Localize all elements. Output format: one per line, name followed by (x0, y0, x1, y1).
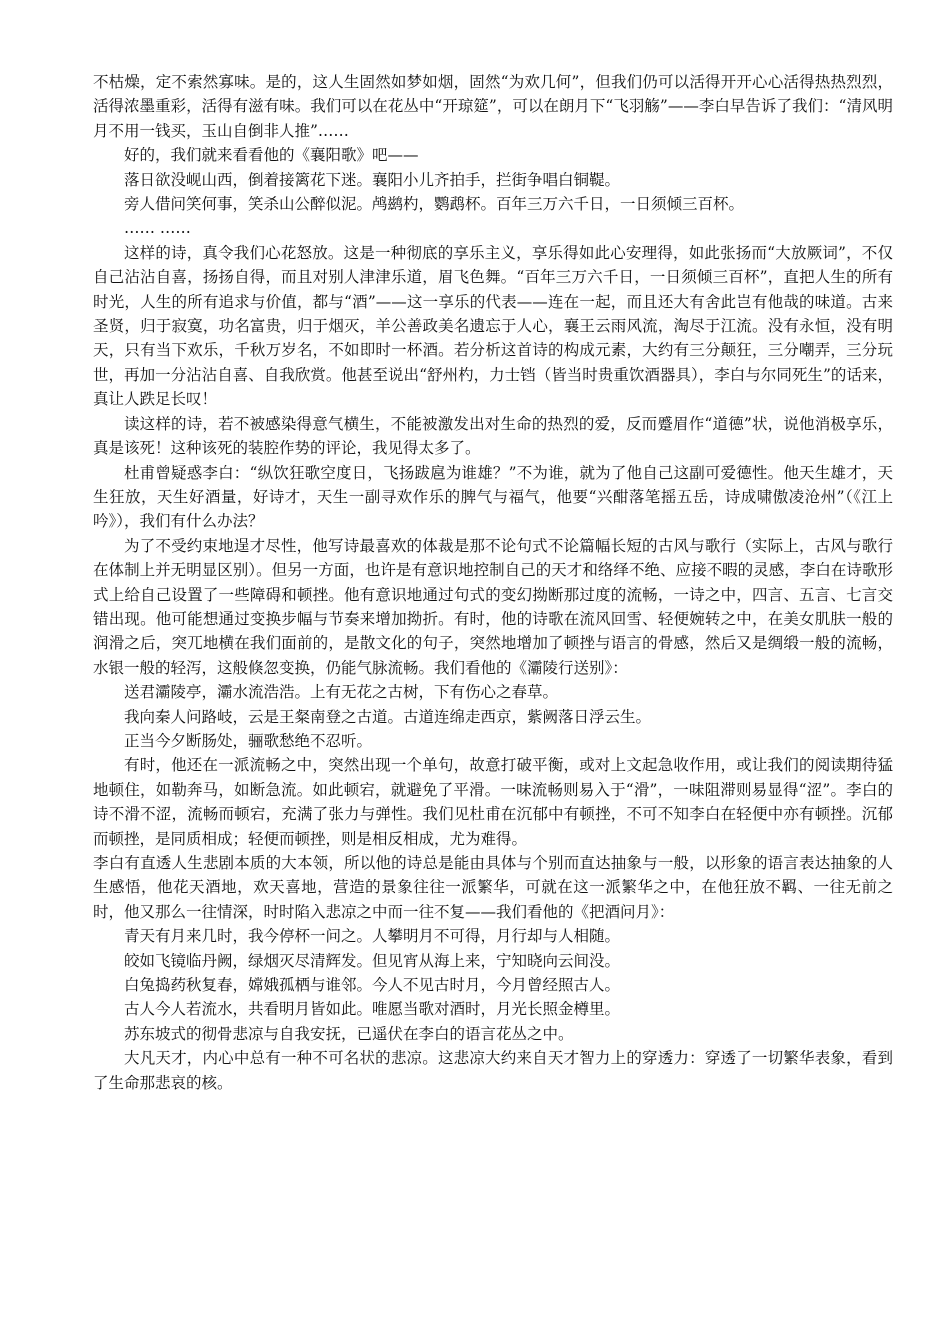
poem-line: 落日欲没岘山西，倒着接篱花下迷。襄阳小儿齐拍手，拦街争唱白铜鞮。 (124, 170, 621, 189)
poem-ellipsis: …… …… (124, 219, 191, 238)
poem-line: 青天有月来几时，我今停杯一问之。人攀明月不可得，月行却与人相随。 (124, 927, 621, 946)
poem-line: 白兔捣药秋复春，嫦娥孤栖与谁邻。今人不见古时月，今月曾经照古人。 (124, 976, 621, 995)
paragraph-genius: 大凡天才，内心中总有一种不可名状的悲凉。这悲凉大约来自天才智力上的穿透力：穿透了一切繁华表象，看到了生命那悲哀的核。 (93, 1049, 893, 1092)
poem-line: 送君灞陵亭，灞水流浩浩。上有无花之古树，下有伤心之春草。 (124, 683, 559, 702)
paragraph-rhythm: 有时，他还在一派流畅之中，突然出现一个单句，故意打破平衡，或对上文起急收作用，或让我们的阅读期待猛地顿住，如勒奔马，如断急流。如此顿宕，就避免了平滑。一味流畅则易入于“滑”，一味阻滞则易显得“涩”。李白的诗不滑不涩，流畅而顿宕，充满了张力与弹性。我们见杜甫在沉郁中有顿挫，不可不知李白在轻便中亦有顿挫。沉郁而顿挫，是同质相成；轻便而顿挫，则是相反相成，尤为难得。 (93, 756, 893, 848)
paragraph-form: 为了不受约束地逞才尽性，他写诗最喜欢的体裁是那不论句式不论篇幅长短的古风与歌行（实际上，古风与歌行在体制上并无明显区别）。但另一方面，也许是有意识地控制自己的天才和络绎不绝、应接不暇的灵感，李白在诗歌形式上给自己设置了一些障碍和顿挫。他有意识地通过句式的变幻拗断那过度的流畅，一诗之中，四言、五言、七言交错出现。他可能想通过变换步幅与节奏来增加拗折。有时，他的诗歌在流风回雪、轻便婉转之中，在美女肌肤一般的润滑之后，突兀地横在我们面前的，是散文化的句子，突然地增加了顿挫与语言的骨感，然后又是绸缎一般的流畅，水银一般的轻泻，这般倏忽变换，仍能气脉流畅。我们看他的《灞陵行送别》： (93, 536, 893, 677)
paragraph-xiangyang-intro: 好的，我们就来看看他的《襄阳歌》吧—— (124, 146, 419, 165)
paragraph-sushi: 苏东坡式的彻骨悲凉与自我安抚，已遥伏在李白的语言花丛之中。 (124, 1024, 574, 1043)
paragraph-commentary: 读这样的诗，若不被感染得意气横生，不能被激发出对生命的热烈的爱，反而蹙眉作“道德”状，说他消极享乐，真是该死！这种该死的装腔作势的评论，我见得太多了。 (93, 414, 893, 458)
document-page (93, 70, 893, 1095)
paragraph-tragedy: 李白有直透人生悲剧本质的大本领，所以他的诗总是能由具体与个别而直达抽象与一般，以形象的语言表达抽象的人生感悟，他花天酒地，欢天喜地，营造的景象往往一派繁华，可就在这一派繁华之中，在他狂放不羁、一往无前之时，他又那么一往情深，时时陷入悲凉之中而一往不复——我们看他的《把酒问月》： (93, 854, 893, 921)
paragraph-intro-continuation: 不枯燥，定不索然寡味。是的，这人生固然如梦如烟，固然“为欢几何”，但我们仍可以活得开开心心活得热热烈烈，活得浓墨重彩，活得有滋有味。我们可以在花丛中“开琼筵”，可以在朗月下“飞羽觞”——李白早告诉了我们：“清风明月不用一钱买，玉山自倒非人推”…… (93, 73, 893, 140)
poem-line: 古人今人若流水，共看明月皆如此。唯愿当歌对酒时，月光长照金樽里。 (124, 1000, 621, 1019)
poem-line: 皎如飞镜临丹阙，绿烟灭尽清辉发。但见宵从海上来，宁知晓向云间没。 (124, 951, 621, 970)
poem-line: 旁人借问笑何事，笑杀山公醉似泥。鸬鹚杓，鹦鹉杯。百年三万六千日，一日须倾三百杯。 (124, 195, 745, 214)
paragraph-analysis: 这样的诗，真令我们心花怒放。这是一种彻底的享乐主义，享乐得如此心安理得，如此张扬而“大放厥词”，不仅自己沾沾自喜，扬扬自得，而且对别人津津乐道，眉飞色舞。“百年三万六千日，一日须倾三百杯”，直把人生的所有时光，人生的所有追求与价值，都与“酒”——这一享乐的代表——连在一起，而且还大有舍此岂有他哉的味道。古来圣贤，归于寂寞，功名富贵，归于烟灭，羊公善政美名遗忘于人心，襄王云雨风流，淘尽于江流。没有永恒，没有明天，只有当下欢乐，千秋万岁名，不如即时一杯酒。若分析这首诗的构成元素，大约有三分颠狂，三分嘲弄，三分玩世，再加一分沾沾自喜、自我欣赏。他甚至说出“舒州杓，力士铛（皆当时贵重饮酒器具），李白与尔同死生”的话来，真让人跌足长叹！ (93, 243, 893, 409)
paragraph-dufu: 杜甫曾疑惑李白：“纵饮狂歌空度日，飞扬跋扈为谁雄？”不为谁，就为了他自己这副可爱德性。他天生雄才，天生狂放，天生好酒量，好诗才，天生一副寻欢作乐的脾气与福气，他要“兴酣落笔摇五岳，诗成啸傲凌沧州”（《江上吟》），我们有什么办法？ (93, 463, 893, 531)
poem-line: 我向秦人问路岐，云是王粲南登之古道。古道连绵走西京，紫阙落日浮云生。 (124, 707, 652, 726)
poem-line: 正当今夕断肠处，骊歌愁绝不忍听。 (124, 731, 373, 750)
